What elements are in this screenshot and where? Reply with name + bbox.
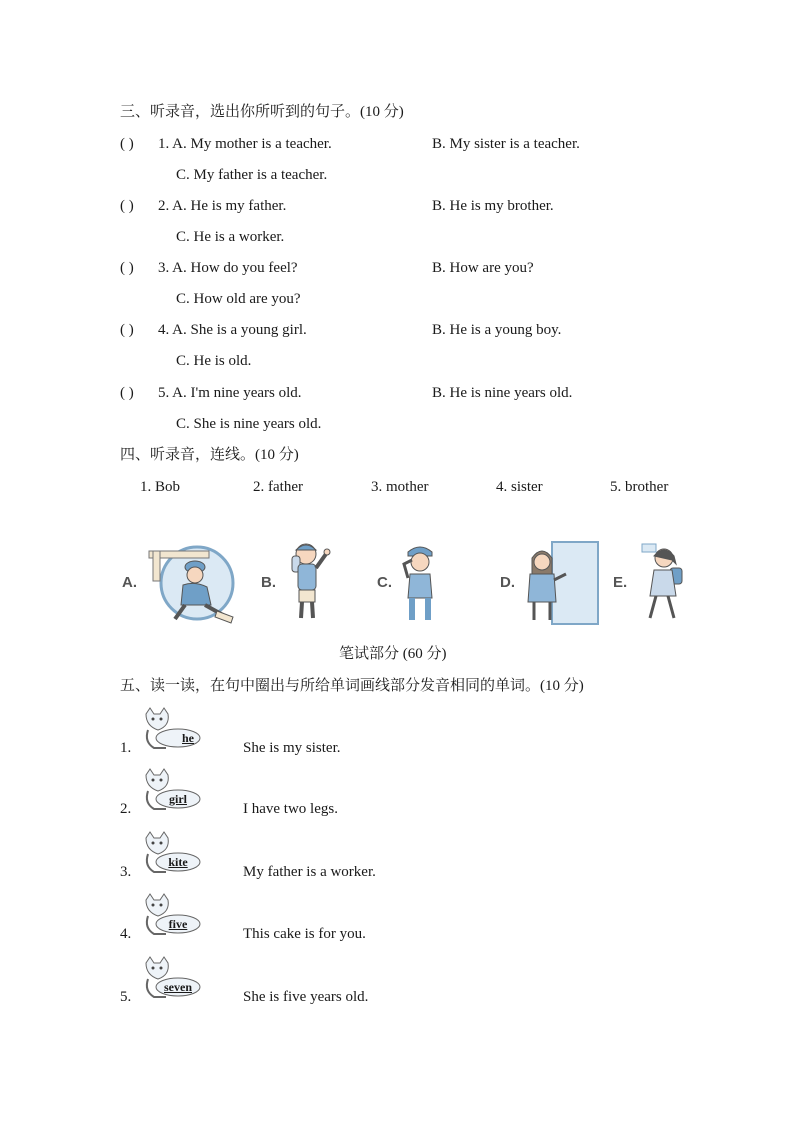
boy-picture[interactable] <box>282 540 332 625</box>
picture-label-e: E. <box>613 574 628 591</box>
answer-blank[interactable]: ( ) <box>120 385 134 401</box>
sentence[interactable]: I have two legs. <box>243 801 338 817</box>
item-number: 2. <box>120 801 132 817</box>
answer-blank[interactable]: ( ) <box>120 260 134 276</box>
option-c: C. He is old. <box>176 353 252 369</box>
answer-blank[interactable]: ( ) <box>120 322 134 338</box>
option-a: 4. A. She is a young girl. <box>158 322 307 338</box>
option-b: B. My sister is a teacher. <box>432 136 580 152</box>
worker-picture[interactable] <box>145 543 240 625</box>
option-a: 2. A. He is my father. <box>158 198 287 214</box>
sentence[interactable]: My father is a worker. <box>243 864 376 880</box>
picture-label-d: D. <box>500 574 515 591</box>
item-number: 3. <box>120 864 132 880</box>
option-c: C. He is a worker. <box>176 229 285 245</box>
word-bob[interactable]: 1. Bob <box>140 479 181 495</box>
teacher-picture[interactable] <box>522 540 602 625</box>
sentence[interactable]: She is my sister. <box>243 740 341 756</box>
given-word: kite <box>168 855 188 869</box>
option-c: C. My father is a teacher. <box>176 167 328 183</box>
word-sister[interactable]: 4. sister <box>496 479 543 495</box>
given-word: girl <box>169 792 187 806</box>
picture-label-b: B. <box>261 574 276 591</box>
written-part-header: 笔试部分 (60 分) <box>339 646 447 662</box>
item-number: 5. <box>120 989 132 1005</box>
given-word: five <box>168 917 188 931</box>
item-number: 1. <box>120 740 132 756</box>
word-brother[interactable]: 5. brother <box>610 479 669 495</box>
word-father[interactable]: 2. father <box>253 479 303 495</box>
answer-blank[interactable]: ( ) <box>120 136 134 152</box>
option-a: 5. A. I'm nine years old. <box>158 385 302 401</box>
answer-blank[interactable]: ( ) <box>120 198 134 214</box>
picture-label-a: A. <box>122 574 137 591</box>
given-word: seven <box>164 980 192 994</box>
option-a: 3. A. How do you feel? <box>158 260 298 276</box>
girl-picture[interactable] <box>638 540 693 625</box>
word-mother[interactable]: 3. mother <box>371 479 429 495</box>
option-b: B. He is nine years old. <box>432 385 573 401</box>
section-5-title: 五、读一读，在句中圈出与所给单词画线部分发音相同的单词。(10 分) <box>120 678 584 694</box>
option-b: B. He is a young boy. <box>432 322 562 338</box>
given-word: he <box>182 731 194 745</box>
item-number: 4. <box>120 926 132 942</box>
option-c: C. She is nine years old. <box>176 416 322 432</box>
option-c: C. How old are you? <box>176 291 301 307</box>
option-b: B. How are you? <box>432 260 534 276</box>
picture-label-c: C. <box>377 574 392 591</box>
option-a: 1. A. My mother is a teacher. <box>158 136 332 152</box>
option-b: B. He is my brother. <box>432 198 554 214</box>
sentence[interactable]: This cake is for you. <box>243 926 366 942</box>
section-4-title: 四、听录音，连线。(10 分) <box>120 447 299 463</box>
sentence[interactable]: She is five years old. <box>243 989 369 1005</box>
police-picture[interactable] <box>398 540 443 625</box>
section-3-title: 三、听录音，选出你所听到的句子。(10 分) <box>120 104 404 120</box>
